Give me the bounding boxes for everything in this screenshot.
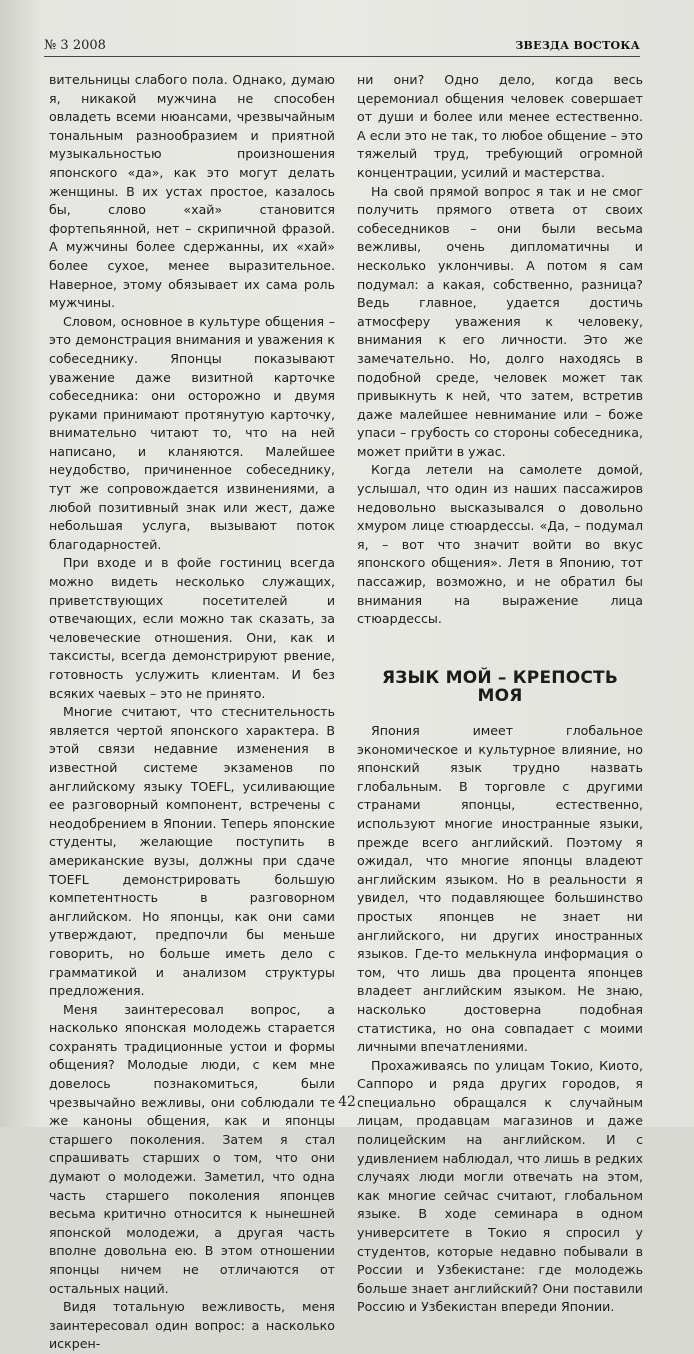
section-title: ЯЗЫК МОЙ – КРЕПОСТЬ МОЯ <box>381 667 618 707</box>
paragraph: Меня заинтересовал вопрос, а насколько японская молодежь старается сохранять традиционные устои и формы общения? Молодые люди, с кем мне довелось познакомиться, были чрезвычайно вежливы, они соблюдали те же каноны общения, как и японцы старшего поколения. Затем я стал спрашивать старших о том, что они думают о молодежи. Заметил, что одна часть старшего поколения японцев весьма критично относится к нынешней японской молодежи, а другая часть вполне довольна ею. В этом отношении японцы ничем не отличаются от остальных наций. <box>49 1001 335 1296</box>
paragraph: Прохаживаясь по улицам Токио, Киото, Саппоро и ряда других городов, я специально обращался к случайным лицам, продавцам магазинов и даже полицейским на английском. И с удивлением наблюдал, что лишь в редких случаях люди могли отвечать на этом, как многие сейчас считают, глобальном языке. В ходе семинара в одном университете в Токио я спросил у студентов, которые недавно побывали в России и Узбекистане: где молодежь больше знает английский? Они поставили Россию и Узбекистан впереди Японии. <box>357 1057 643 1315</box>
paragraph: Когда летели на самолете домой, услышал, что один из наших пассажиров недовольно высказывался о довольно хмуром лице стюардессы. «Да, – подумал я, – вот что значит войти во вкус японского общения». Летя в Японию, тот пассажир, возможно, и не обратил бы внимания на выражение лица стюардессы. <box>357 462 643 627</box>
paragraph: Видя тотальную вежливость, меня заинтересовал один вопрос: а насколько искрен- <box>49 1299 335 1352</box>
paragraph: вительницы слабого пола. Однако, думаю я, никакой мужчина не способен овладеть всеми нюансами, чрезвычайным тональным разнообразием и приятной музыкальностью произношения японского «да», как это могут делать женщины. В их устах простое, казалось бы, слово «хай» становится фортепьянной, нет – скрипичной фразой. А мужчины более сдержанны, их «хай» более сухое, менее выразительное. Наверное, этому обязывает их сама роль мужчины. <box>49 72 335 311</box>
page-number: 42 <box>338 1094 356 1110</box>
paragraph: На свой прямой вопрос я так и не смог получить прямого ответа от своих собеседников – они были весьма вежливы, очень дипломатичны и несколько уклончивы. А потом я сам подумал: а какая, собственно, разница? Ведь главное, удается достичь атмосферу уважения к человеку, внимания к его личности. Это же замечательно. Но, долго находясь в подобной среде, человек может так привыкнуть к ней, что затем, встретив даже малейшее невнимание или – боже упаси – грубость со стороны собеседника, может прийти в ужас. <box>357 183 643 459</box>
paragraph: ни они? Одно дело, когда весь церемониал общения человек совершает от души и более или менее естественно. А если это не так, то любое общение – это тяжелый труд, требующий огромной концентрации, усилий и мастерства. <box>357 72 643 180</box>
magazine-title: ЗВЕЗДА ВОСТОКА <box>515 39 640 52</box>
issue-number: № 3 2008 <box>44 38 106 53</box>
paragraph: При входе и в фойе гостиниц всегда можно видеть несколько служащих, приветствующих посетителей и отвечающих, если можно так сказать, за человеческие отношения. Они, как и таксисты, всегда демонстрируют рвение, готовность услужить клиентам. И без всяких чаевых – это не принято. <box>49 555 335 701</box>
right-column <box>357 71 643 1317</box>
left-column <box>49 71 335 1354</box>
paragraph: Япония имеет глобальное экономическое и культурное влияние, но японский язык трудно назвать глобальным. В торговле с другими странами японцы, естественно, используют многие иностранные языки, прежде всего английский. Поэтому я ожидал, что многие японцы владеют английским языком. Но в реальности я увидел, что подавляющее большинство простых японцев не знает ни английского, ни других иностранных языков. Где-то мелькнула информация о том, что лишь два процента японцев владеет английским языком. Не знаю, насколько достоверна подобная статистика, но она совпадает с моими личными впечатлениями. <box>357 723 643 1055</box>
paragraph: Словом, основное в культуре общения – это демонстрация внимания и уважения к собеседнику. Японцы показывают уважение даже визитной карточке собеседника: они осторожно и двумя руками принимают протянутую карточку, внимательно читают то, что на ней написано, и кланяются. Малейшее неудобство, причиненное собеседнику, тут же сопровождается извинениями, а любой позитивный знак или жест, даже небольшая услуга, вызывают поток благодарностей. <box>49 313 335 552</box>
running-header <box>44 38 640 57</box>
paragraph: Многие считают, что стеснительность является чертой японского характера. В этой связи недавние изменения в известной системе экзаменов по английскому языку TOEFL, усиливающие ее разговорный компонент, встречены с неодобрением в Японии. Теперь японские студенты, желающие поступить в американские вузы, должны при сдаче TOEFL демонстрировать большую компетентность в разговорном английском. Но японцы, как они сами утверждают, предпочли бы меньше говорить, но больше иметь дело с грамматикой и анализом структуры предложения. <box>49 704 335 999</box>
